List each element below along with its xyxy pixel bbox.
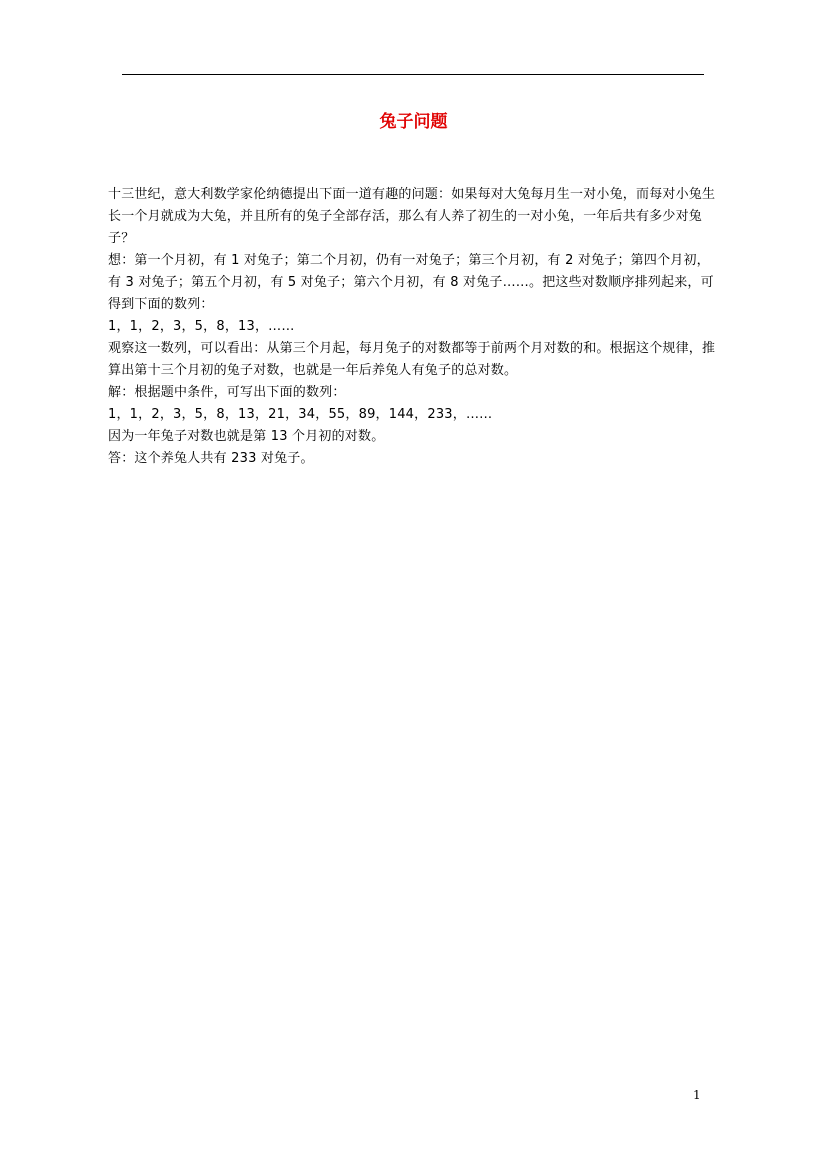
sequence-long: 1，1，2，3，5，8，13，21，34，55，89，144，233，……	[108, 407, 493, 422]
paragraph-observe: 观察这一数列，可以看出：从第三个月起，每月兔子的对数都等于前两个月对数的和。根据这个规律，推算出第十三个月初的兔子对数，也就是一年后养兔人有兔子的总对数。	[108, 341, 716, 378]
document-body	[108, 184, 718, 470]
page-number: 1	[693, 1088, 701, 1102]
header-rule	[122, 74, 704, 75]
paragraph-answer: 答：这个养兔人共有 233 对兔子。	[108, 451, 314, 466]
paragraph-intro: 十三世纪，意大利数学家伦纳德提出下面一道有趣的问题：如果每对大兔每月生一对小兔，而每对小兔生长一个月就成为大兔，并且所有的兔子全部存活，那么有人养了初生的一对小兔，一年后共有多少对兔子？	[108, 187, 716, 246]
paragraph-because: 因为一年兔子对数也就是第 13 个月初的对数。	[108, 429, 385, 444]
document-title: 兔子问题	[379, 112, 448, 132]
paragraph-think: 想：第一个月初，有 1 对兔子；第二个月初，仍有一对兔子；第三个月初，有 2 对兔子；第四个月初，有 3 对兔子；第五个月初，有 5 对兔子；第六个月初，有 8 对兔子……。把这些对数顺序排列起来，可得到下面的数列：	[108, 253, 714, 312]
paragraph-solution: 解：根据题中条件，可写出下面的数列：	[108, 385, 346, 400]
sequence-short: 1，1，2，3，5，8，13，……	[108, 319, 295, 334]
